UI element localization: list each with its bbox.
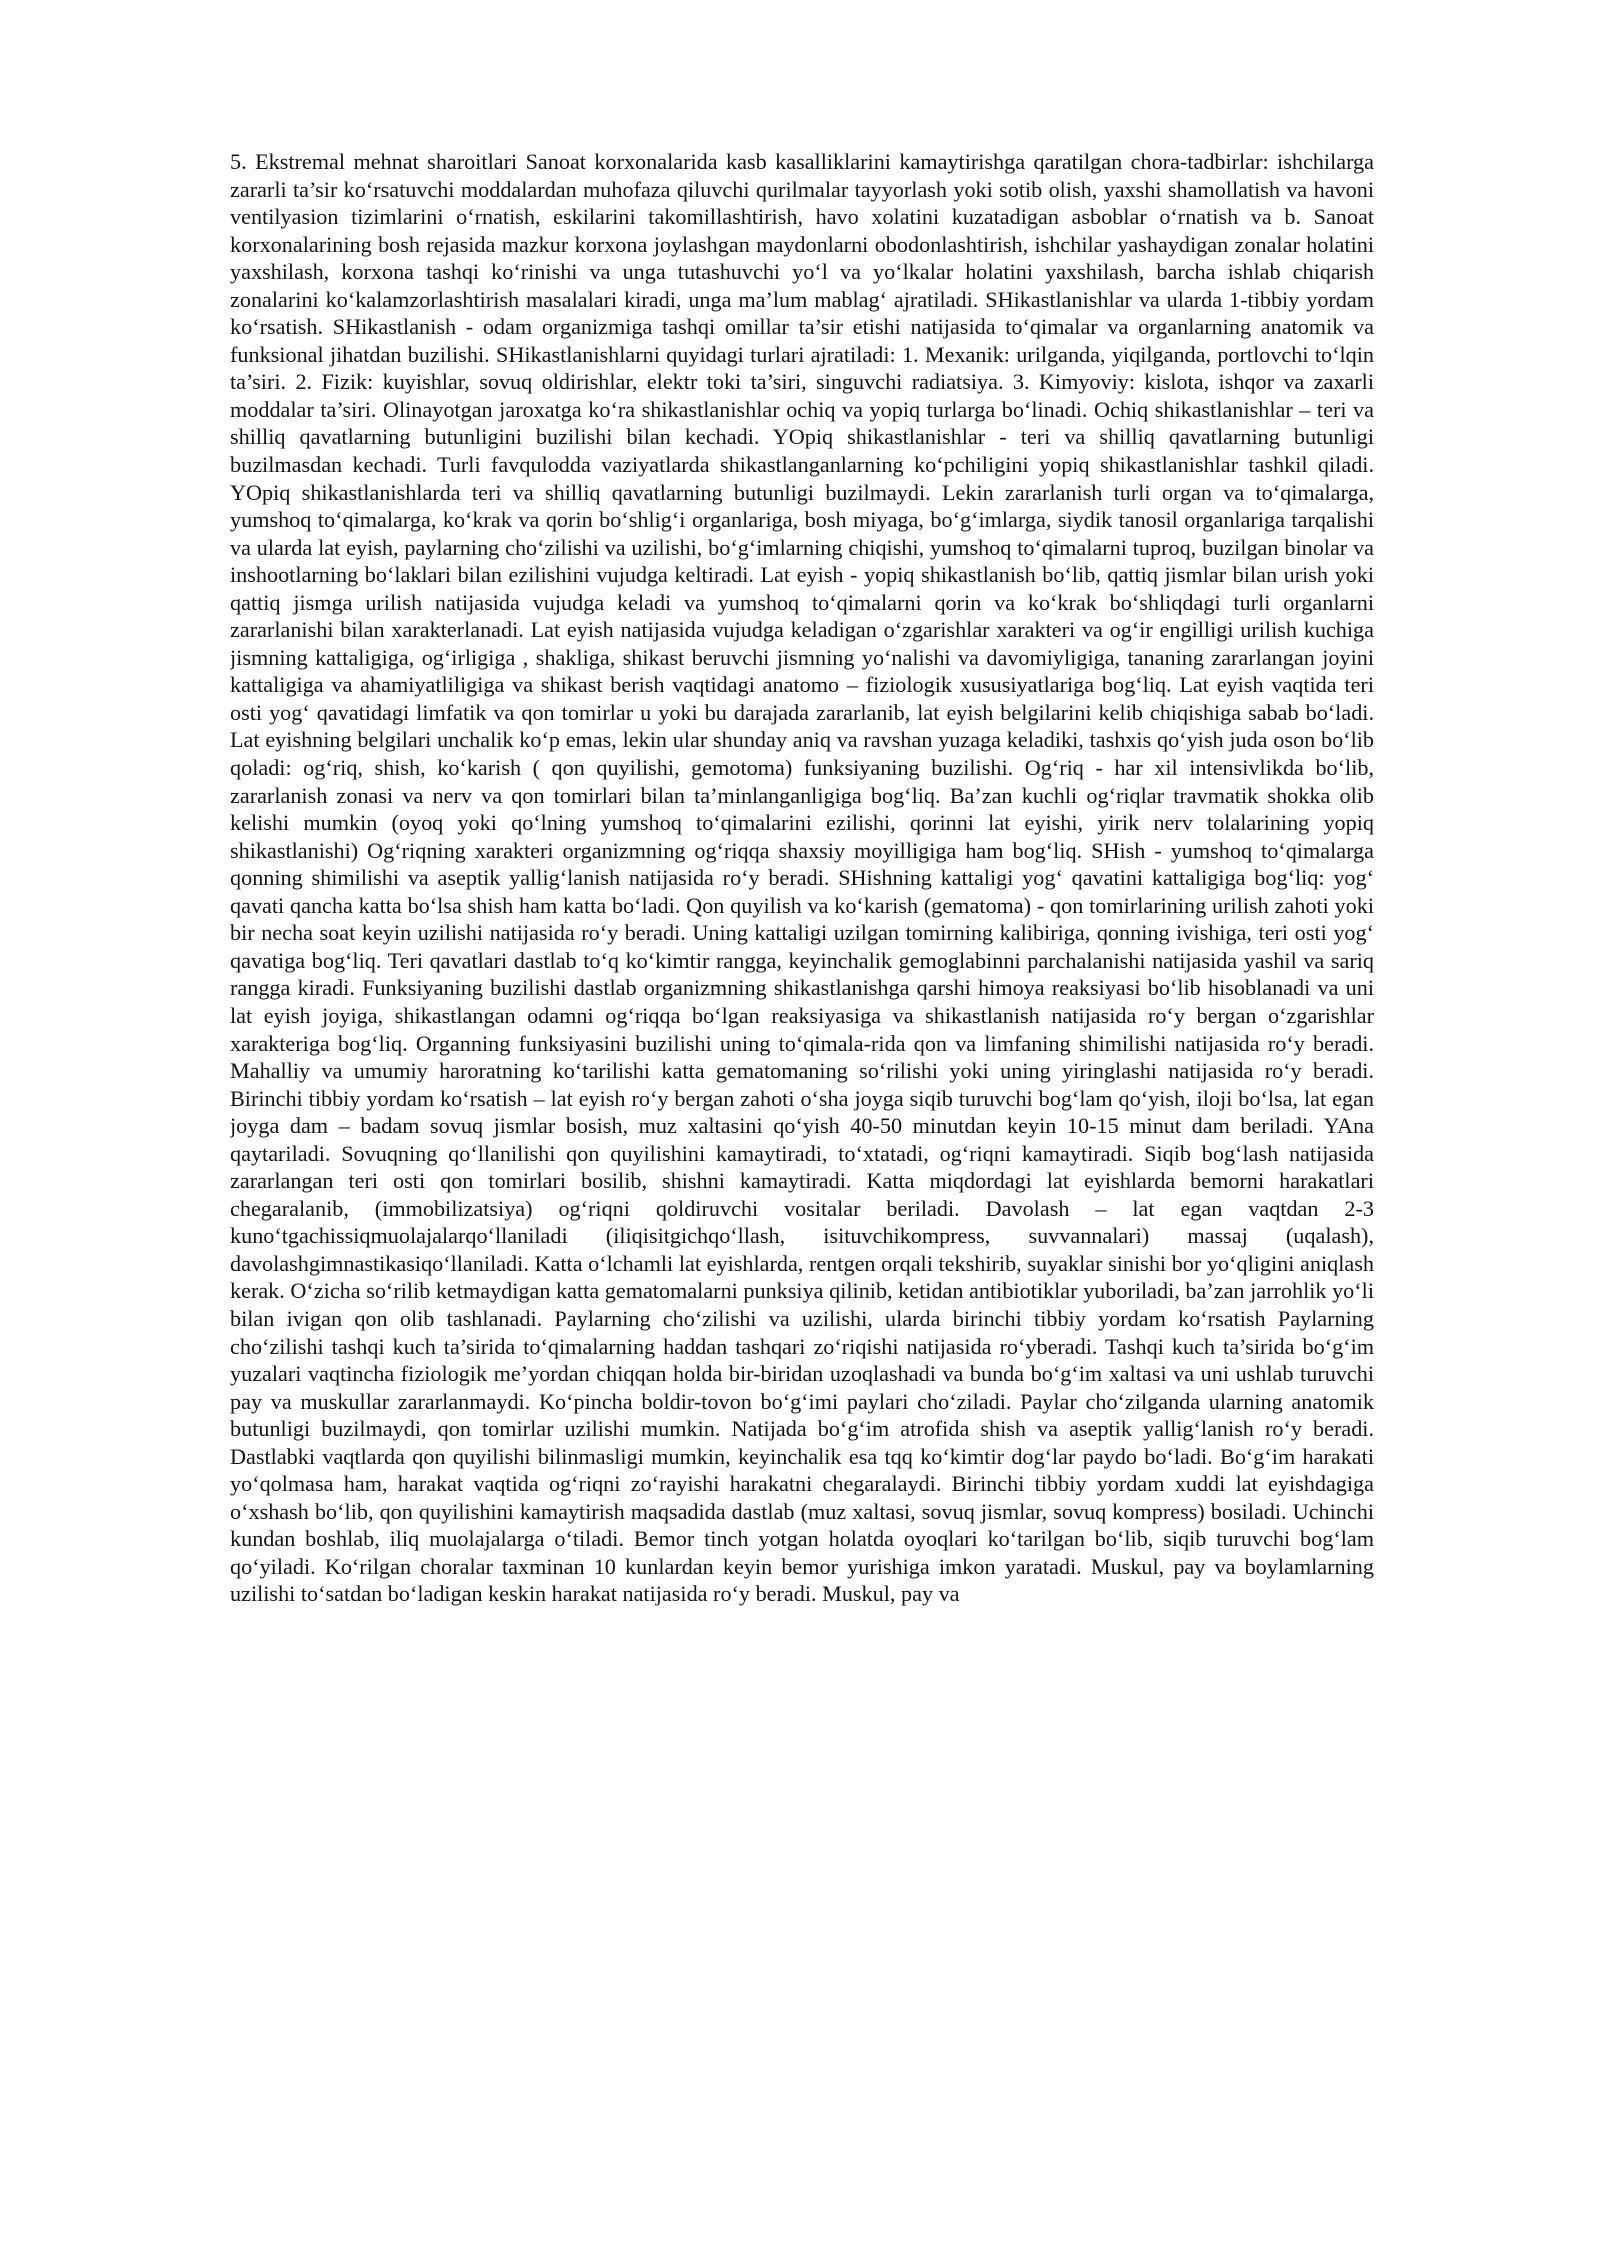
body-paragraph: 5. Ekstremal mehnat sharoitlari Sanoat korxonalarida kasb kasalliklarini kamaytirishga qaratilgan chora-tadbirlar: ishchilarga zararli ta’sir ko‘rsatuvchi moddalardan muhofaza qiluvchi qurilmalar tayyorlash yoki sotib olish, yaxshi shamollatish va havoni ventilyasion tizimlarini o‘rnatish, eskilarini takomillashtirish, havo xolatini kuzatadigan asboblar o‘rnatish va b. Sanoat korxonalarining bosh rejasida mazkur korxona joylashgan maydonlarni obodonlashtirish, ishchilar yashaydigan zonalar holatini yaxshilash, korxona tashqi ko‘rinishi va unga tutashuvchi yo‘l va yo‘lkalar holatini yaxshilash, barcha ishlab chiqarish zonalarini ko‘kalamzorlashtirish masalalari kiradi, unga ma’lum mablag‘ ajratiladi. SHikastlanishlar va ularda 1-tibbiy yordam ko‘rsatish. SHikastlanish - odam organizmiga tashqi omillar ta’sir etishi natijasida to‘qimalar va organlarning anatomik va funksional jihatdan buzilishi. SHikastlanishlarni quyidagi turlari ajratiladi: 1. Mexanik: urilganda, yiqilganda, portlovchi to‘lqin ta’siri. 2. Fizik: kuyishlar, sovuq oldirishlar, elektr toki ta’siri, singuvchi radiatsiya. 3. Kimyoviy: kislota, ishqor va zaxarli moddalar ta’siri. Olinayotgan jaroxatga ko‘ra shikastlanishlar ochiq va yopiq turlarga bo‘linadi. Ochiq shikastlanishlar – teri va shilliq qavatlarning butunligini buzilishi bilan kechadi. YOpiq shikastlanishlar - teri va shilliq qavatlarning butunligi buzilmasdan kechadi. Turli favqulodda vaziyatlarda shikastlanganlarning ko‘pchiligini yopiq shikastlanishlar tashkil qiladi. YOpiq shikastlanishlarda teri va shilliq qavatlarning butunligi buzilmaydi. Lekin zararlanish turli organ va to‘qimalarga, yumshoq to‘qimalarga, ko‘krak va qorin bo‘shlig‘i organlariga, bosh miyaga, bo‘g‘imlarga, siydik tanosil organlariga tarqalishi va ularda lat eyish, paylarning cho‘zilishi va uzilishi, bo‘g‘imlarning chiqishi, yumshoq to‘qimalarni tuproq, buzilgan binolar va inshootlarning bo‘laklari bilan ezilishini vujudga keltiradi. Lat eyish - yopiq shikastlanish bo‘lib, qattiq jismlar bilan urish yoki qattiq jismga urilish natijasida vujudga keladi va yumshoq to‘qimalarni qorin va ko‘krak bo‘shliqdagi turli organlarni zararlanishi bilan xarakterlanadi. Lat eyish natijasida vujudga keladigan o‘zgarishlar xarakteri va og‘ir engilligi urilish kuchiga jismning kattaligiga, og‘irligiga , shakliga, shikast beruvchi jismning yo‘nalishi va davomiyligiga, tananing zararlangan joyini kattaligiga va ahamiyatliligiga va shikast berish vaqtidagi anatomo – fiziologik xususiyatlariga bog‘liq. Lat eyish vaqtida teri osti yog‘ qavatidagi limfatik va qon tomirlar u yoki bu darajada zararlanib, lat eyish belgilarini kelib chiqishiga sabab bo‘ladi. Lat eyishning belgilari unchalik ko‘p emas, lekin ular shunday aniq va ravshan yuzaga keladiki, tashxis qo‘yish juda oson bo‘lib qoladi: og‘riq, shish, ko‘karish ( qon quyilishi, gemotoma) funksiyaning buzilishi. Og‘riq - har xil intensivlikda bo‘lib, zararlanish zonasi va nerv va qon tomirlari bilan ta’minlanganligiga bog‘liq. Ba’zan kuchli og‘riqlar travmatik shokka olib kelishi mumkin (oyoq yoki qo‘lning yumshoq to‘qimalarini ezilishi, qorinni lat eyishi, yirik nerv tolalarining yopiq shikastlanishi) Og‘riqning xarakteri organizmning og‘riqqa shaxsiy moyilligiga ham bog‘liq. SHish - yumshoq to‘qimalarga qonning shimilishi va aseptik yallig‘lanish natijasida ro‘y beradi. SHishning kattaligi yog‘ qavatini kattaligiga bog‘liq: yog‘ qavati qancha katta bo‘lsa shish ham katta bo‘ladi. Qon quyilish va ko‘karish (gematoma) - qon tomirlarining urilish zahoti yoki bir necha soat keyin uzilishi natijasida ro‘y beradi. Uning kattaligi uzilgan tomirning kalibiriga, qonning ivishiga, teri osti yog‘ qavatiga bog‘liq. Teri qavatlari dastlab to‘q ko‘kimtir rangga, keyinchalik gemoglabinni parchalanishi natijasida yashil va sariq rangga kiradi. Funksiyaning buzilishi dastlab organizmning shikastlanishga qarshi himoya reaksiyasi bo‘lib hisoblanadi va uni lat eyish joyiga, shikastlangan odamni og‘riqqa bo‘lgan reaksiyasiga va shikastlanish natijasida ro‘y bergan o‘zgarishlar xarakteriga bog‘liq. Organning funksiyasini buzilishi uning to‘qimala-rida qon va limfaning shimilishi natijasida ro‘y beradi. Mahalliy va umumiy haroratning ko‘tarilishi katta gematomaning so‘rilishi yoki uning yiringlashi natijasida ro‘y beradi. Birinchi tibbiy yordam ko‘rsatish – lat eyish ro‘y bergan zahoti o‘sha joyga siqib turuvchi bog‘lam qo‘yish, iloji bo‘lsa, lat egan joyga dam – badam sovuq jismlar bosish, muz xaltasini qo‘yish 40-50 minutdan keyin 10-15 minut dam beriladi. YAna qaytariladi. Sovuqning qo‘llanilishi qon quyilishini kamaytiradi, to‘xtatadi, og‘riqni kamaytiradi. Siqib bog‘lash natijasida zararlangan teri osti qon tomirlari bosilib, shishni kamaytiradi. Katta miqdordagi lat eyishlarda bemorni harakatlari chegaralanib, (immobilizatsiya) og‘riqni qoldiruvchi vositalar beriladi. Davolash – lat egan vaqtdan 2-3 kuno‘tgachissiqmuolajalarqo‘llaniladi (iliqisitgichqo‘llash, isituvchikompress, suvvannalari) massaj (uqalash), davolashgimnastikasiqo‘llaniladi. Katta o‘lchamli lat eyishlarda, rentgen orqali tekshirib, suyaklar sinishi bor yo‘qligini aniqlash kerak. O‘zicha so‘rilib ketmaydigan katta gematomalarni punksiya qilinib, ketidan antibiotiklar yuboriladi, ba’zan jarrohlik yo‘li bilan ivigan qon olib tashlanadi. Paylarning cho‘zilishi va uzilishi, ularda birinchi tibbiy yordam ko‘rsatish Paylarning cho‘zilishi tashqi kuch ta’sirida to‘qimalarning haddan tashqari zo‘riqishi natijasida ro‘yberadi. Tashqi kuch ta’sirida bo‘g‘im yuzalari vaqtincha fiziologik me’yordan chiqqan holda bir-biridan uzoqlashadi va bunda bo‘g‘im xaltasi va uni ushlab turuvchi pay va muskullar zararlanmaydi. Ko‘pincha boldir-tovon bo‘g‘imi paylari cho‘ziladi. Paylar cho‘zilganda ularning anatomik butunligi buzilmaydi, qon tomirlar uzilishi mumkin. Natijada bo‘g‘im atrofida shish va aseptik yallig‘lanish ro‘y beradi. Dastlabki vaqtlarda qon quyilishi bilinmasligi mumkin, keyinchalik esa tqq ko‘kimtir dog‘lar paydo bo‘ladi. Bo‘g‘im harakati yo‘qolmasa ham, harakat vaqtida og‘riqni zo‘rayishi harakatni chegaralaydi. Birinchi tibbiy yordam xuddi lat eyishdagiga o‘xshash bo‘lib, qon quyilishini kamaytirish maqsadida dastlab (muz xaltasi, sovuq jismlar, sovuq kompress) bosiladi. Uchinchi kundan boshlab, iliq muolajalarga o‘tiladi. Bemor tinch yotgan holatda oyoqlari ko‘tarilgan bo‘lib, siqib turuvchi bog‘lam qo‘yiladi. Ko‘rilgan choralar taxminan 10 kunlardan keyin bemor yurishiga imkon yaratadi. Muskul, pay va boylamlarning uzilishi to‘satdan bo‘ladigan keskin harakat natijasida ro‘y beradi. Muskul, pay va: [230, 149, 1374, 1607]
document-page: [230, 148, 1374, 2198]
